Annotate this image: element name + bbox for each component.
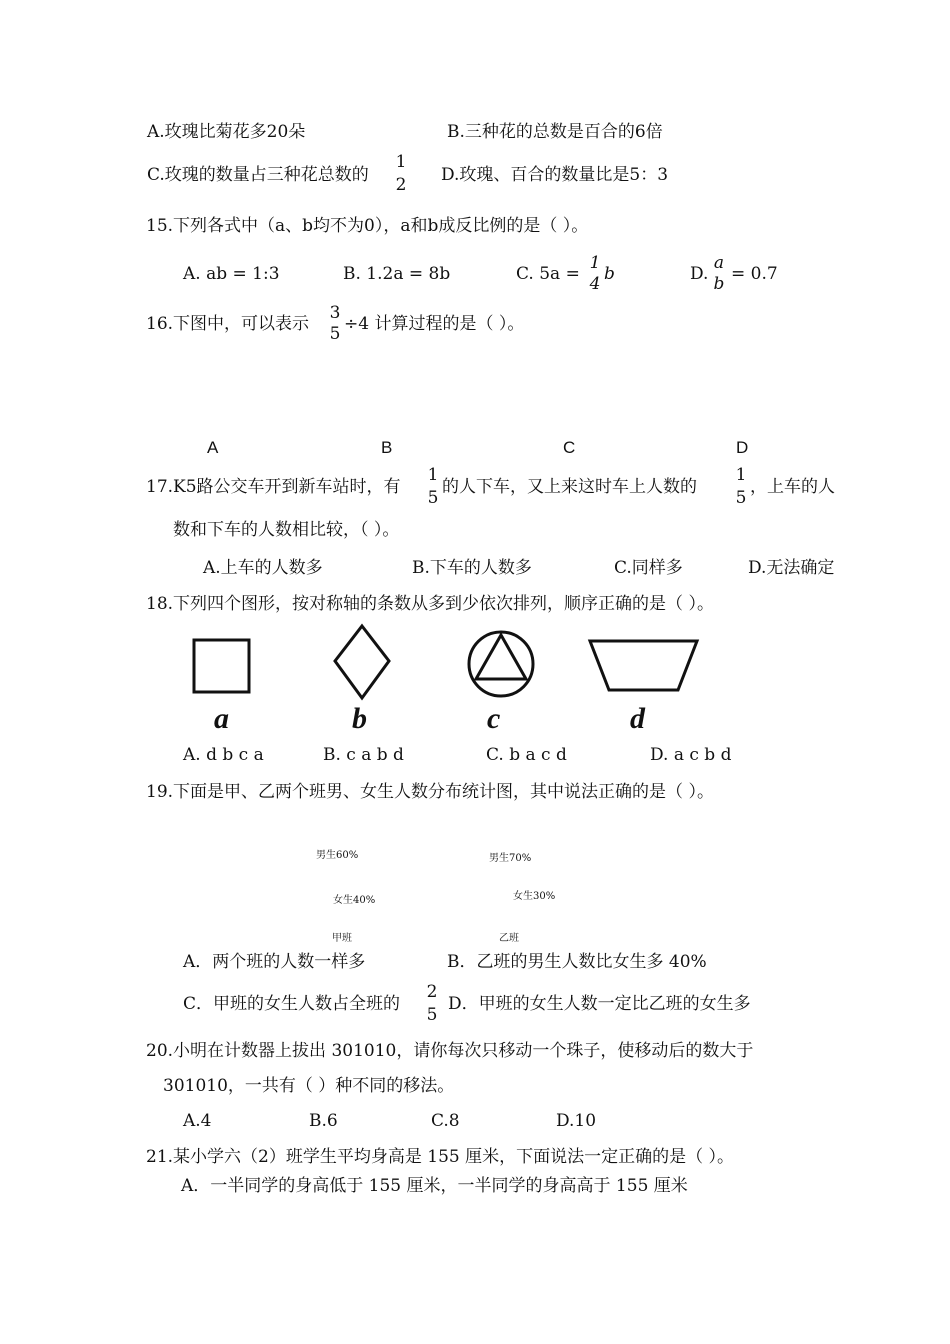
q21-stem: 21.某小学六（2）班学生平均身高是 155 厘米，下面说法一定正确的是（ ）。 (146, 1147, 735, 1167)
q18-option-a: A. d b c a (183, 745, 264, 765)
q17-option-a: A.上车的人数多 (203, 558, 323, 578)
q19-option-a: A．两个班的人数一样多 (183, 952, 366, 972)
q15-option-d: D. (690, 264, 709, 284)
q19-option-c-fraction: 2 5 (426, 982, 438, 1025)
q19-stem: 19.下面是甲、乙两个班男、女生人数分布统计图，其中说法正确的是（ ）。 (146, 782, 714, 802)
q15-option-d-tail: = 0.7 (731, 264, 778, 284)
q20-stem-1: 20.小明在计数器上拔出 301010，请你每次只移动一个珠子，使移动后的数大于 (146, 1041, 754, 1061)
q20-option-b: B.6 (309, 1111, 338, 1131)
q14-option-d: D.玫瑰、百合的数量比是5：3 (441, 165, 669, 185)
trapezoid-shape (590, 641, 697, 690)
q20-option-c: C.8 (431, 1111, 460, 1131)
rhombus-shape (335, 626, 389, 698)
square-shape (194, 640, 249, 692)
q16-label-d: D (736, 438, 749, 457)
q15-option-c-tail: b (604, 264, 615, 284)
circle-shape (469, 632, 533, 696)
q18-option-b: B. c a b d (323, 745, 404, 765)
q20-option-d: D.10 (556, 1111, 597, 1131)
q17-option-c: C.同样多 (614, 558, 683, 578)
q18-shape-label-d: d (630, 702, 645, 735)
q18-shape-label-a: a (214, 702, 229, 735)
q16-label-a: A (207, 438, 219, 457)
q17-stem-1: 17.K5路公交车开到新车站时，有 (146, 477, 401, 497)
q14-option-a: A.玫瑰比菊花多20朵 (147, 122, 306, 142)
chart1-boys-label: 男生60% (316, 850, 359, 861)
q20-option-a: A.4 (183, 1111, 212, 1131)
q17-fraction-2: 1 5 (735, 465, 747, 508)
q16-label-b: B (381, 438, 393, 457)
chart1-name: 甲班 (332, 933, 352, 944)
q17-stem-line2: 数和下车的人数相比较，（ ）。 (173, 520, 400, 540)
q14-option-c-fraction: 1 2 (395, 152, 407, 195)
q15-option-d-fraction: a b (713, 253, 725, 294)
q16-stem-post: ÷4 计算过程的是（ ）。 (344, 314, 525, 334)
q17-stem-2: 的人下车，又上来这时车上人数的 (442, 477, 697, 497)
q14-option-b: B.三种花的总数是百合的6倍 (447, 122, 663, 142)
q19-option-c: C．甲班的女生人数占全班的 (183, 994, 401, 1014)
chart2-girls-label: 女生30% (513, 891, 556, 902)
q18-option-d: D. a c b d (650, 745, 732, 765)
chart1-girls-label: 女生40% (333, 895, 376, 906)
q17-option-b: B.下车的人数多 (412, 558, 532, 578)
chart2-boys-label: 男生70% (489, 853, 532, 864)
q17-option-d: D.无法确定 (748, 558, 835, 578)
q18-shape-label-c: c (487, 702, 501, 735)
q17-stem-3: ，上车的人 (750, 477, 835, 497)
q15-option-a: A. ab = 1:3 (183, 264, 280, 284)
q18-shape-label-b: b (352, 702, 367, 735)
chart2-name: 乙班 (499, 933, 519, 944)
q15-option-c: C. 5a = (516, 264, 580, 284)
q16-fraction: 3 5 (329, 303, 341, 344)
q14-option-c: C.玫瑰的数量占三种花总数的 (147, 165, 369, 185)
q15-option-b: B. 1.2a = 8b (343, 264, 451, 284)
q17-fraction-1: 1 5 (427, 465, 439, 508)
q18-option-c: C. b a c d (486, 745, 567, 765)
q21-option-a: A．一半同学的身高低于 155 厘米，一半同学的身高高于 155 厘米 (181, 1176, 688, 1196)
q20-stem-2: 301010，一共有（ ）种不同的移法。 (163, 1076, 455, 1096)
q15-option-c-fraction: 1 4 (589, 253, 601, 294)
q19-option-b: B．乙班的男生人数比女生多 40% (447, 952, 707, 972)
q18-stem: 18.下列四个图形，按对称轴的条数从多到少依次排列，顺序正确的是（ ）。 (146, 594, 714, 614)
q16-stem-pre: 16.下图中，可以表示 (146, 314, 310, 334)
q16-label-c: C (563, 438, 576, 457)
q15-stem: 15.下列各式中（a、b均不为0），a和b成反比例的是（ ）。 (146, 216, 589, 236)
q19-option-d: D．甲班的女生人数一定比乙班的女生多 (448, 994, 751, 1014)
triangle-in-circle-shape (476, 635, 526, 679)
